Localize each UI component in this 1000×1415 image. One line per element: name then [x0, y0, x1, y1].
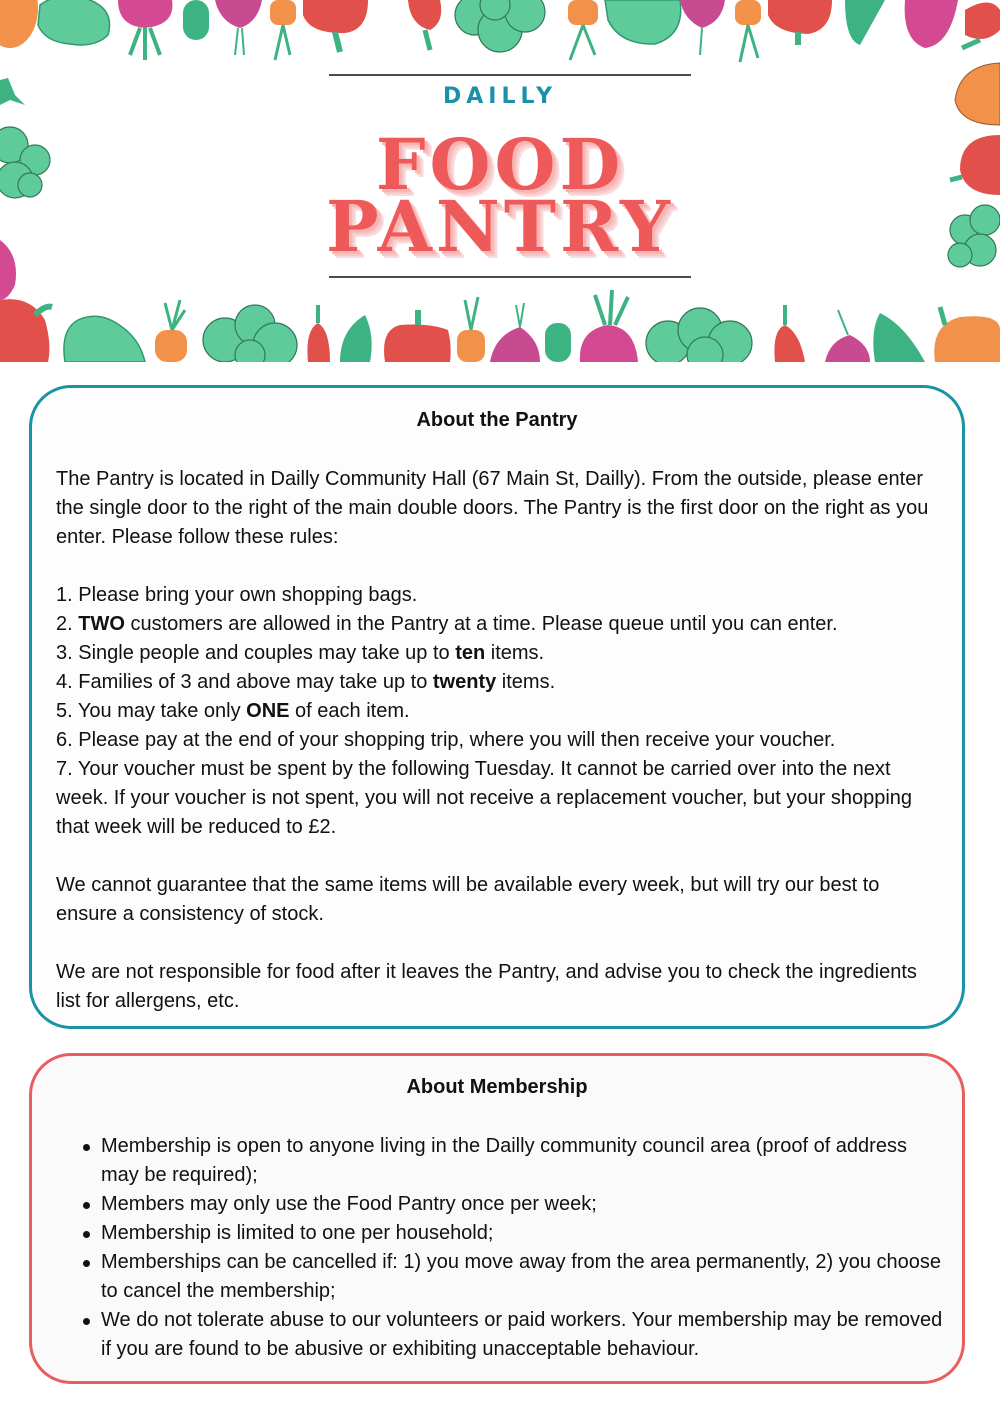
list-item: Membership is open to anyone living in the Dailly community council area (proof of address may be required);: [101, 1132, 944, 1190]
rule-item: 6. Please pay at the end of your shopping trip, where you will then receive your voucher.: [56, 729, 836, 751]
list-item: Membership is limited to one per household;: [101, 1219, 944, 1248]
pantry-title: About the Pantry: [416, 409, 578, 431]
rule-item: 4. Families of 3 and above may take up to twenty items.: [56, 671, 556, 693]
pantry-body: [56, 465, 944, 1016]
list-item: Memberships can be cancelled if: 1) you move away from the area permanently, 2) you choose to cancel the membership;: [101, 1248, 944, 1306]
pantry-note-stock: We cannot guarantee that the same items will be available every week, but will try our best to ensure a consistency of stock.: [56, 874, 880, 925]
list-item: We do not tolerate abuse to our volunteers or paid workers. Your membership may be removed if you are found to be abusive or exhibiting unacceptable behaviour.: [101, 1306, 944, 1364]
rule-item: 2. TWO customers are allowed in the Pantry at a time. Please queue until you can enter.: [56, 613, 838, 635]
header-rule-top: [329, 74, 691, 76]
list-item: Members may only use the Food Pantry once per week;: [101, 1190, 944, 1219]
membership-title: About Membership: [406, 1076, 588, 1098]
membership-list: [56, 1132, 944, 1364]
rule-item: 1. Please bring your own shopping bags.: [56, 584, 418, 606]
pantry-rules: [56, 581, 944, 842]
rule-item: 7. Your voucher must be spent by the following Tuesday. It cannot be carried over into the next week. If your voucher is not spent, you will not receive a replacement voucher, but your shopping that week will be reduced to £2.: [56, 758, 913, 838]
header-banner: [0, 0, 1000, 362]
pantry-intro: The Pantry is located in Dailly Community Hall (67 Main St, Dailly). From the outside, please enter the single door to the right of the main double doors. The Pantry is the first door on the right as you enter. Please follow these rules:: [56, 468, 929, 548]
header-subtitle: DAILLY: [442, 84, 557, 109]
pantry-info-box: [29, 385, 965, 1029]
header-title-line2: PANTRY: [326, 185, 674, 268]
pantry-note-allergens: We are not responsible for food after it leaves the Pantry, and advise you to check the ingredients list for allergens, etc.: [56, 961, 917, 1012]
header-rule-bottom: [329, 276, 691, 278]
membership-info-box: [29, 1053, 965, 1384]
rule-item: 3. Single people and couples may take up to ten items.: [56, 642, 545, 664]
membership-body: [56, 1132, 944, 1364]
header-title-line1: FOOD: [375, 123, 625, 206]
vegetable-border-top-icon: [0, 0, 1000, 75]
rule-item: 5. You may take only ONE of each item.: [56, 700, 410, 722]
vegetable-border-bottom-icon: [0, 285, 1000, 362]
